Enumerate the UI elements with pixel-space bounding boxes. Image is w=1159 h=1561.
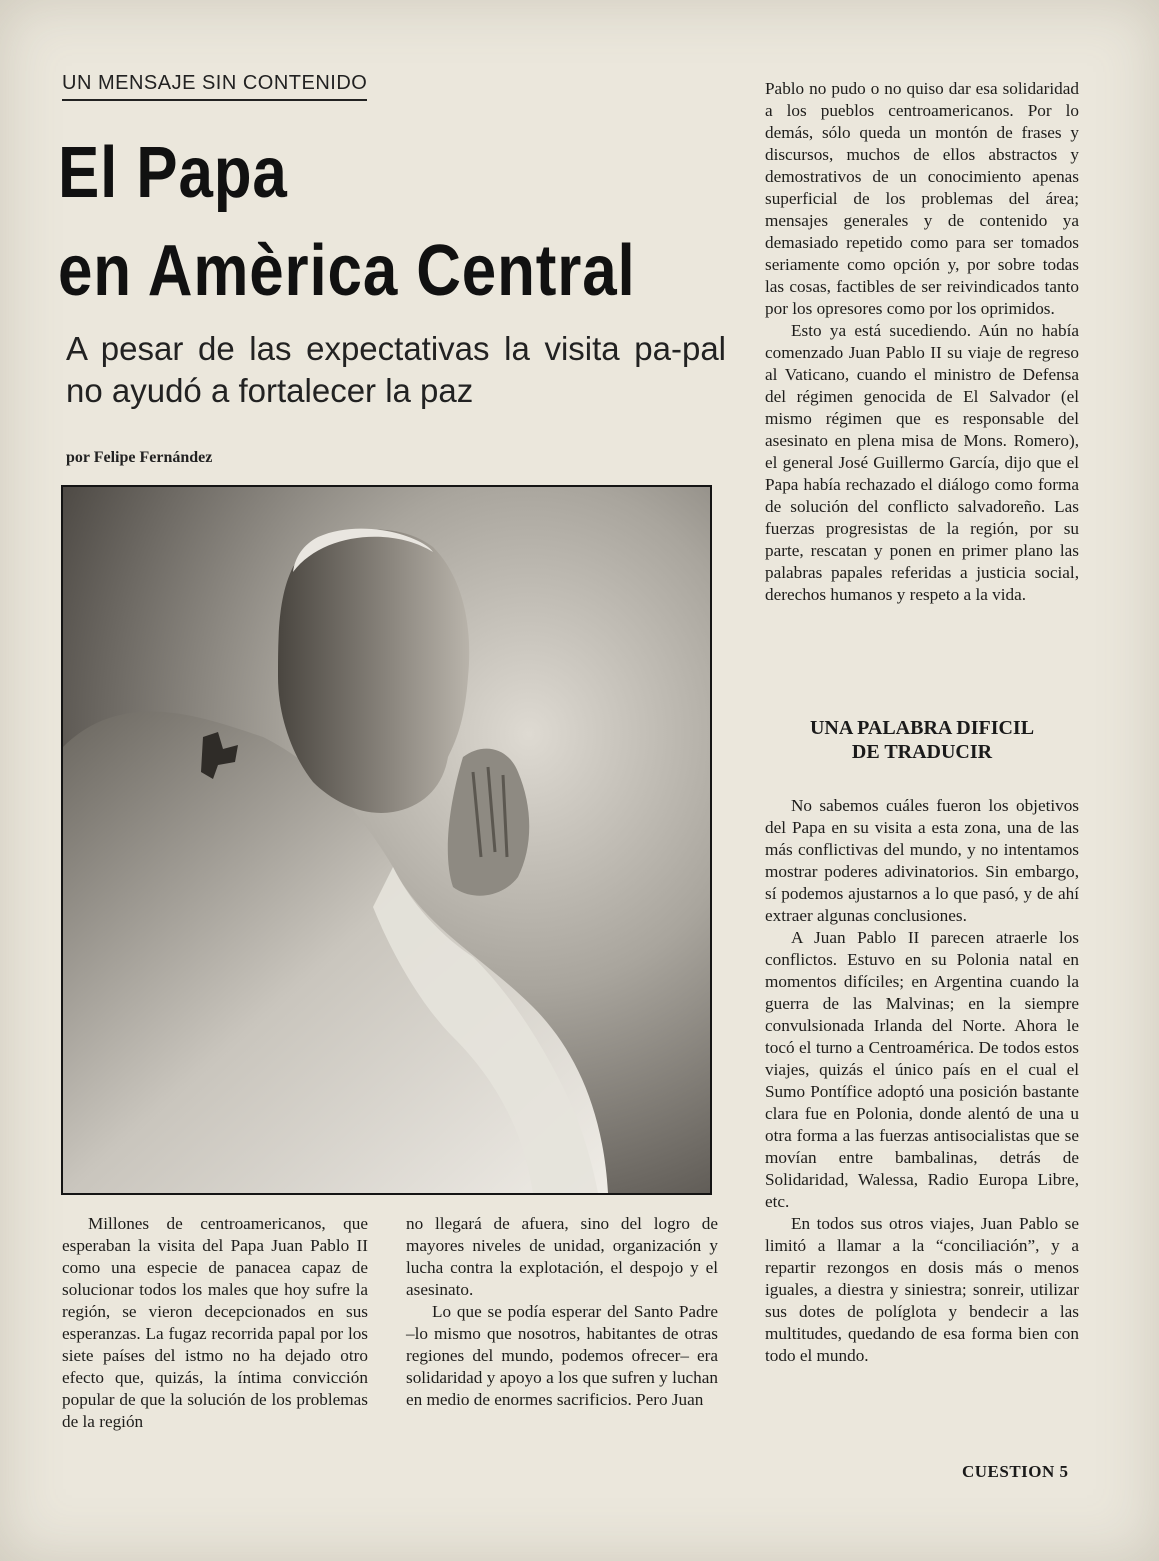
pope-photograph bbox=[61, 485, 712, 1195]
body-paragraph: No sabemos cuáles fueron los objetivos del Papa en su visita a esta zona, una de las más conflictivas del mundo, y no intentamos mostrar poderes adivinatorios. Sin embargo, sí podemos ajustarnos a lo que pasó, y de ahí extraer algunas conclusiones. bbox=[765, 796, 1079, 925]
article-headline bbox=[58, 124, 636, 320]
page-footer: CUESTION 5 bbox=[962, 1462, 1069, 1481]
section-heading bbox=[765, 716, 1079, 764]
body-paragraph: Lo que se podía esperar del Santo Padre –lo mismo que nosotros, habitantes de otras regiones del mundo, podemos ofrecer– era solidaridad y apoyo a los que sufren y luchan en medio de enormes sacrificios. Pero Juan bbox=[406, 1302, 718, 1409]
body-paragraph: Esto ya está sucediendo. Aún no había comenzado Juan Pablo II su viaje de regreso al Vaticano, cuando el ministro de Defensa del régimen genocida de El Salvador (el mismo régimen que es responsable del asesinato en plena misa de Mons. Romero), el general José Guillermo García, dijo que el Papa había rechazado el diálogo como forma de solución del conflicto salvadoreño. Las fuerzas progresistas de la región, por su parte, rescatan y ponen en primer plano las palabras papales referidas a justicia social, derechos humanos y respeto a la vida. bbox=[765, 321, 1079, 604]
section-kicker: UN MENSAJE SIN CONTENIDO bbox=[62, 72, 367, 101]
article-subtitle: A pesar de las expectativas la visita pa-pal no ayudó a fortalecer la paz bbox=[66, 330, 726, 409]
headline-line-2: en Amèrica Central bbox=[58, 231, 636, 311]
byline: por Felipe Fernández bbox=[66, 449, 213, 466]
body-column-bottom-left bbox=[62, 1213, 368, 1433]
headline-line-1: El Papa bbox=[58, 133, 288, 213]
body-paragraph: Pablo no pudo o no quiso dar esa solidaridad a los pueblos centroamericanos. Por lo demás, sólo queda un montón de frases y discursos, muchos de ellos abstractos y demostrativos de un conocimiento apenas superficial de los problemas del área; mensajes generales y de contenido ya demasiado repetido como para ser tomados seriamente como opción y, por sobre todas las cosas, factibles de ser reivindicados tanto por los opresores como por los oprimidos. bbox=[765, 79, 1079, 318]
body-paragraph: Millones de centroamericanos, que esperaban la visita del Papa Juan Pablo II como una especie de panacea capaz de solucionar todos los males que hoy sufre la región, se vieron decepcionados en sus esperanzas. La fugaz recorrida papal por los siete países del istmo no ha dejado otro efecto que, quizás, la íntima convicción popular de que la solución de los problemas de la región bbox=[62, 1214, 368, 1431]
body-column-bottom-middle bbox=[406, 1213, 718, 1411]
photograph-of-pope-praying-icon bbox=[63, 487, 710, 1193]
section-heading-line-2: DE TRADUCIR bbox=[851, 741, 993, 763]
section-heading-line-1: UNA PALABRA DIFICIL bbox=[809, 717, 1035, 739]
body-column-right-bottom bbox=[765, 795, 1079, 1367]
body-paragraph: En todos sus otros viajes, Juan Pablo se limitó a llamar a la “conciliación”, y a repartir rezongos en dosis más o menos iguales, a diestra y siniestra; sonreir, utilizar sus dotes de políglota y bendecir a las multitudes, quedando de esa forma bien con todo el mundo. bbox=[765, 1214, 1079, 1365]
body-paragraph: A Juan Pablo II parecen atraerle los conflictos. Estuvo en su Polonia natal en momentos difíciles; en Argentina cuando la guerra de las Malvinas; en la siempre convulsionada Irlanda del Norte. Ahora le tocó el turno a Centroamérica. De todos estos viajes, quizás el único país en el cual el Sumo Pontífice adoptó una posición bastante clara fue en Polonia, donde alentó de una u otra forma a las fuerzas antisocialistas que se movían entre bambalinas, detrás de Solidaridad, Walessa, Radio Europa Libre, etc. bbox=[765, 928, 1079, 1211]
body-column-right-top bbox=[765, 78, 1079, 606]
body-paragraph: no llegará de afuera, sino del logro de mayores niveles de unidad, organización y lucha contra la explotación, el despojo y el asesinato. bbox=[406, 1214, 718, 1299]
